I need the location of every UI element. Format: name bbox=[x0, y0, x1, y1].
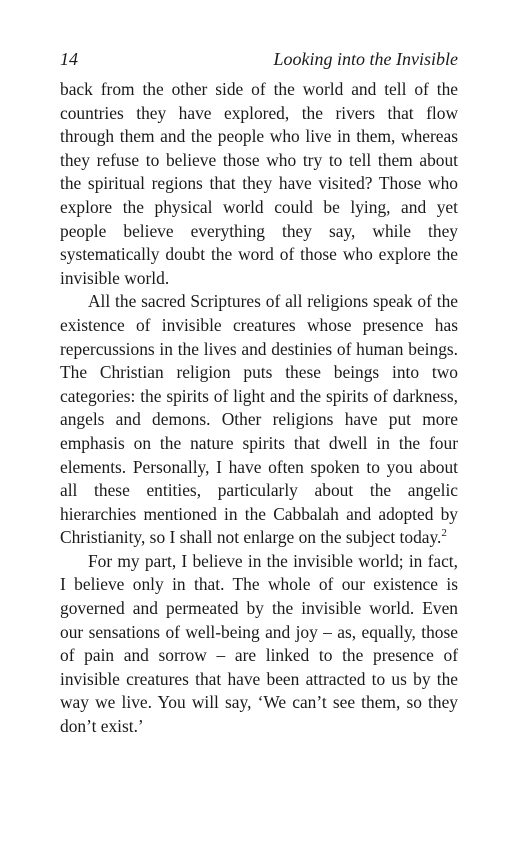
book-page bbox=[60, 48, 458, 739]
page-number: 14 bbox=[60, 49, 78, 69]
running-title: Looking into the Invisible bbox=[273, 49, 458, 69]
running-head bbox=[60, 48, 458, 70]
body-text bbox=[60, 78, 458, 739]
paragraph-text: All the sacred Scriptures of all religions speak of the existence of invisible creatures whose presence has repercussions in the lives and destinies of human beings. The Christian religion puts these beings into two categories: the spirits of light and the spirits of darkness, angels and demons. Other religions have put more emphasis on the nature spirits that dwell in the four elements. Personally, I have often spoken to you about all these entities, particularly about the angelic hierarchies mentioned in the Cabbalah and adopted by Christianity, so I shall not enlarge on the subject today. bbox=[60, 291, 458, 548]
paragraph-continued bbox=[60, 78, 458, 290]
paragraph bbox=[60, 550, 458, 739]
paragraph-text: For my part, I believe in the invisible world; in fact, I believe only in that. The whole of our existence is governed and permeated by the invisible world. Even our sensations of well-being and joy – as, equally, those of pain and sorrow – are linked to the presence of invisible creatures that have been attracted to us by the way we live. You will say, ‘We can’t see them, so they don’t exist.’ bbox=[60, 550, 458, 737]
paragraph bbox=[60, 290, 458, 550]
footnote-reference[interactable]: 2 bbox=[441, 527, 447, 540]
paragraph-text: back from the other side of the world and tell of the countries they have explored, the rivers that flow through them and the people who live in them, whereas they refuse to believe those who try to tell them about the spiritual regions that they have visited? Those who explore the physical world could be lying, and yet people believe everything they say, while they systematically doubt the word of those who explore the invisible world. bbox=[60, 79, 458, 288]
